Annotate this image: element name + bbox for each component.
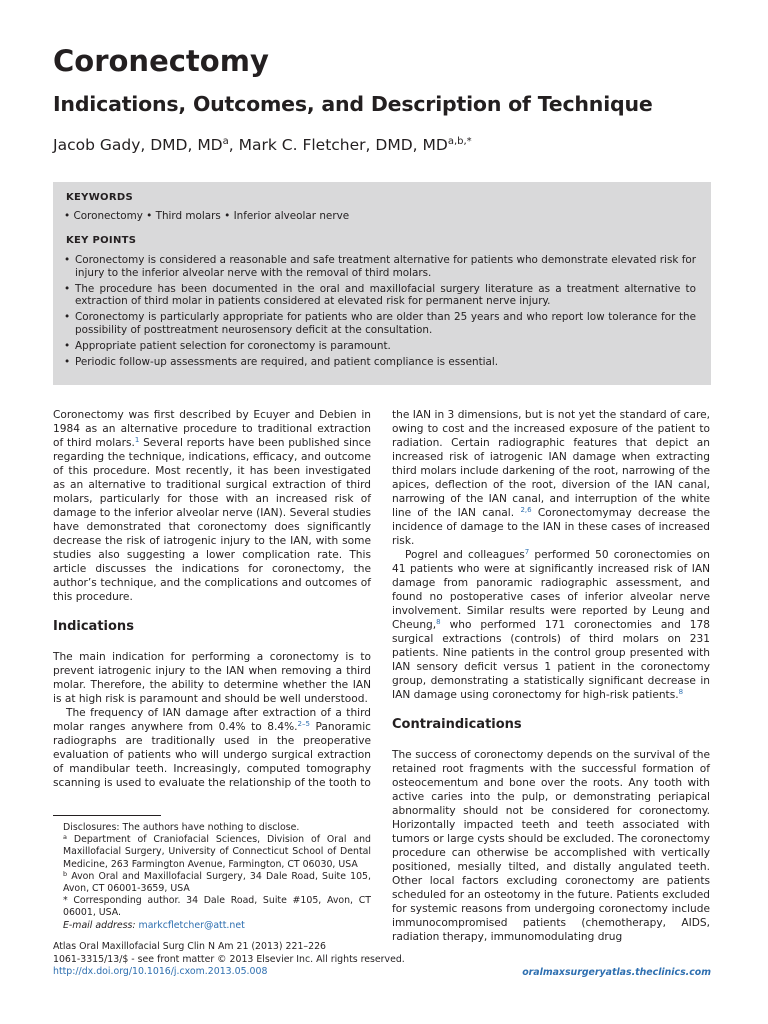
left-column <box>53 408 371 790</box>
author-name: Mark C. Fletcher, DMD, MD <box>238 136 448 154</box>
footnotes <box>53 822 371 932</box>
keypoints-heading: KEY POINTS <box>66 235 137 246</box>
article-subtitle: Indications, Outcomes, and Description of Technique <box>53 92 653 116</box>
affiliation-text: Department of Craniofacial Sciences, Division of Oral and Maxillofacial Surgery, University of Connecticut School of Dental Medicine, 263 Farmington Avenue, Farmington, CT 06030, USA <box>63 834 371 870</box>
affiliation-mark: a <box>63 833 67 842</box>
journal-website-link[interactable]: oralmaxsurgeryatlas.theclinics.com <box>522 967 711 978</box>
indications-paragraph-continued: the IAN in 3 dimensions, but is not yet the standard of care, owing to cost and the increased exposure of the patient to radiation. Certain radiographic features that depict an increased risk of iatrogenic IAN damage when extracting third molars include darkening of the root, narrowing of the apices, deflection of the root, diversion of the IAN canal, narrowing of the IAN canal, and interruption of the white line of the IAN canal. $^{2,6}$ Coronectomymay decrease the incidence of damage to the IAN in these cases of increased risk. <box>392 409 710 547</box>
journal-info <box>53 941 405 979</box>
affiliation-note <box>53 871 371 895</box>
author-name: Jacob Gady, DMD, MD <box>53 136 223 154</box>
section-heading-contraindications: Contraindications <box>392 717 522 732</box>
indications-paragraph: The frequency of IAN damage after extraction of a third molar ranges anywhere from 0.4% to 8.4%.$^{2-5}$ Panoramic radiographs are traditionally used in the preoperative evaluation of patients who will undergo surgical extraction of mandibular teeth. Increasingly, computed tomography scanning is used to evaluate the relationship of the tooth to <box>53 707 371 789</box>
author-line: Jacob Gady, DMD, $MD^a$, Mark C. Fletcher, DMD, $MD^{a,b,*}$ <box>53 136 472 154</box>
section-heading-indications: Indications <box>53 619 134 634</box>
footnote-rule <box>53 815 161 816</box>
keyword: Inferior alveolar nerve <box>233 210 350 222</box>
corresponding-note: * Corresponding author. 34 Dale Road, Suite #105, Avon, CT 06001, USA. <box>63 895 371 919</box>
journal-issn: 1061-3315/13/$ - see front matter © 2013 Elsevier Inc. All rights reserved. <box>53 953 405 965</box>
email-label: E-mail address: <box>63 919 136 931</box>
indications-paragraph: The main indication for performing a coronectomy is to prevent iatrogenic injury to the IAN when removing a third molar. Therefore, the ability to determine whether the IAN is at high risk is paramount and should be well understood. <box>53 651 371 705</box>
citation-marker[interactable]: 2–5 <box>297 720 310 728</box>
doi-link[interactable]: http://dx.doi.org/10.1016/j.cxom.2013.05.008 <box>53 966 268 978</box>
keypoint-item: • The procedure has been documented in the oral and maxillofacial surgery literature as a treatment alternative to extraction of third molar in patients considered at elevated risk for permanent nerve injury. <box>64 283 696 309</box>
email-note <box>53 920 371 932</box>
citation-marker[interactable]: 7 <box>524 548 530 556</box>
keyword: Coronectomy <box>73 210 143 222</box>
right-column <box>392 408 710 944</box>
citation-marker[interactable]: 8 <box>436 618 441 626</box>
indications-paragraph: Pogrel and colleagues$^7$ performed 50 coronectomies on 41 patients who were at significantly increased risk of IAN damage from panoramic radiographic assessment, and found no postoperative cases of inferior alveolar nerve involvement. Similar results were reported by Leung and Cheung,$^8$ who performed 171 coronectomies and 178 surgical extractions (controls) of third molars on 231 patients. Nine patients in the control group presented with IAN sensory deficit versus 1 patient in the coronectomy group, demonstrating a statistically significant decrease in IAN damage using coronectomy for high-risk patients.$^8$ <box>392 548 710 701</box>
disclosures-note: Disclosures: The authors have nothing to disclose. <box>63 822 300 833</box>
journal-citation: Atlas Oral Maxillofacial Surg Clin N Am 21 (2013) 221–226 <box>53 941 327 952</box>
author-affiliation: a <box>222 136 229 147</box>
affiliation-text: Avon Oral and Maxillofacial Surgery, 34 Dale Road, Suite 105, Avon, CT 06001-3659, USA <box>63 870 371 895</box>
keypoint-item: • Appropriate patient selection for coronectomy is paramount. <box>64 340 696 353</box>
keypoint-item: • Coronectomy is particularly appropriate for patients who are older than 25 years and who report low tolerance for the possibility of posttreatment neurosensory deficit at the consultation. <box>64 311 696 337</box>
keyword: Third molars <box>155 210 221 222</box>
affiliation-mark: b <box>63 869 68 878</box>
keypoint-item: • Periodic follow-up assessments are required, and patient compliance is essential. <box>64 356 696 369</box>
keypoint-item: • Coronectomy is considered a reasonable and safe treatment alternative for patients who demonstrate elevated risk for injury to the inferior alveolar nerve with the removal of third molars. <box>64 254 696 280</box>
keywords-heading: KEYWORDS <box>66 192 133 203</box>
author-affiliation: a,b,* <box>447 136 472 147</box>
citation-marker[interactable]: 8 <box>678 688 684 696</box>
citation-marker[interactable]: 2,6 <box>520 506 532 514</box>
keypoints-list <box>64 254 696 371</box>
citation-marker[interactable]: 1 <box>134 436 140 444</box>
intro-paragraph: Coronectomy was first described by Ecuyer and Debien in 1984 as an alternative procedure to traditional extraction of third molars.$^1$ Several reports have been published since regarding the technique, indications, efficacy, and outcome of this procedure. Most recently, it has been investigated as an alternative to traditional surgical extraction of third molars, particularly for those with an increased risk of damage to the inferior alveolar nerve (IAN). Several studies have demonstrated that coronectomy does significantly decrease the risk of iatrogenic injury to the IAN, with some studies also suggesting a lower complication rate. This article discusses the indications for coronectomy, the author’s technique, and the complications and outcomes of this procedure. <box>53 409 371 603</box>
article-title: Coronectomy <box>53 44 269 78</box>
keywords-keypoints-box <box>53 182 711 385</box>
keywords-list: • Coronectomy • Third molars • Inferior alveolar nerve <box>64 210 350 222</box>
affiliation-note <box>53 834 371 871</box>
email-link[interactable]: markcfletcher@att.net <box>135 919 245 931</box>
contraindications-paragraph: The success of coronectomy depends on the survival of the retained root fragments with the successful formation of osteocementum and bone over the roots. Any tooth with active caries into the pulp, or demonstrating periapical abnormality should not be considered for coronectomy. Horizontally impacted teeth and teeth associated with tumors or large cysts should be excluded. The coronectomy procedure can otherwise be accomplished with vertically positioned, mesially tilted, and distally angulated teeth. Other local factors excluding coronectomy are patients scheduled for an osteotomy in the future. Patients excluded for systemic reasons from undergoing coronectomy include immunocompromised patients (chemotherapy, AIDS, radiation therapy, immunomodulating drug <box>392 749 710 943</box>
